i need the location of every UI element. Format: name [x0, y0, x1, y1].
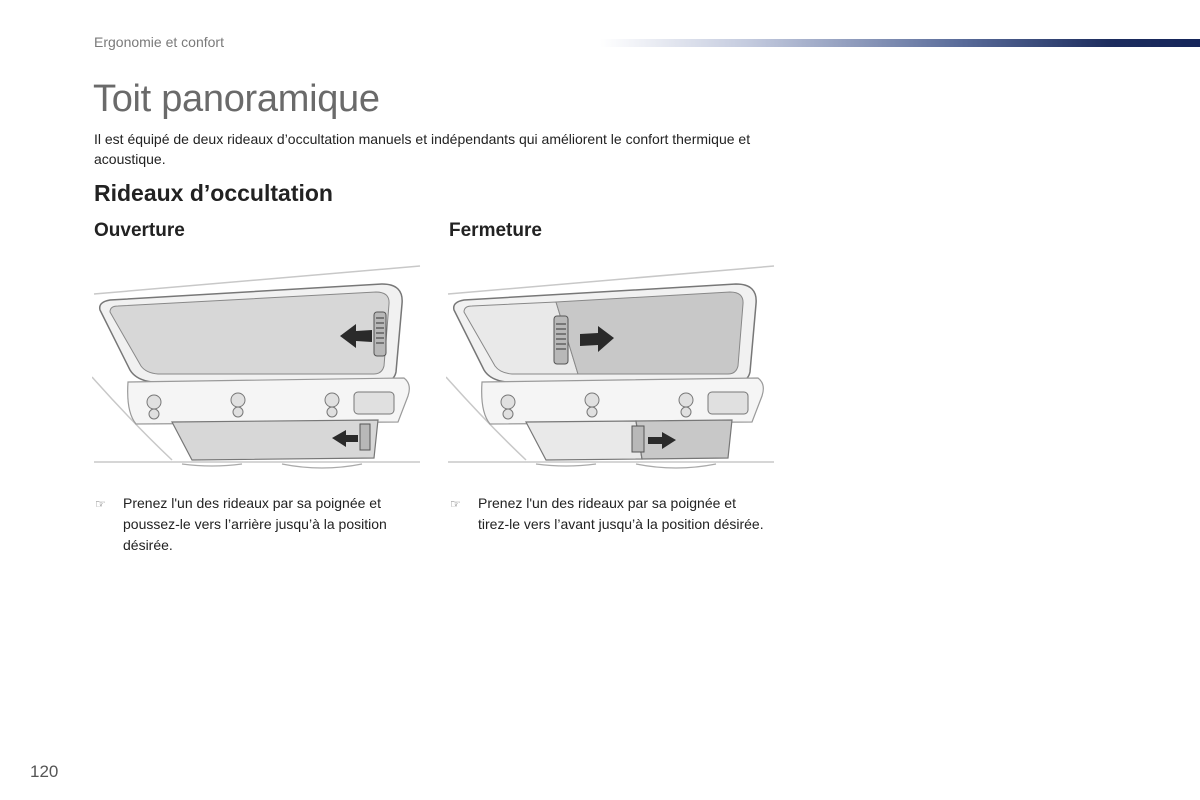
header-accent-bar — [600, 39, 1200, 47]
pointing-hand-icon: ☞ — [450, 497, 461, 511]
instruction-closing-text: Prenez l'un des rideaux par sa poignée et tirez-le vers l’avant jusqu’à la position désirée. — [478, 495, 764, 532]
page-title: Toit panoramique — [93, 78, 380, 120]
section-label: Ergonomie et confort — [94, 34, 224, 50]
instruction-opening-text: Prenez l'un des rideaux par sa poignée et poussez-le vers l’arrière jusqu’à la position désirée. — [123, 495, 387, 553]
page-number: 120 — [30, 762, 59, 781]
instruction-opening — [95, 493, 415, 556]
sunblind-opening-illustration — [92, 262, 422, 487]
sunblind-closing-illustration — [446, 262, 776, 487]
pointing-hand-icon: ☞ — [95, 497, 106, 511]
heading-closing: Fermeture — [449, 220, 542, 241]
section-heading: Rideaux d’occultation — [94, 180, 333, 206]
heading-opening: Ouverture — [94, 220, 185, 241]
instruction-closing — [450, 493, 770, 535]
intro-paragraph: Il est équipé de deux rideaux d’occultation manuels et indépendants qui améliorent le confort thermique et acoustique. — [94, 131, 751, 167]
